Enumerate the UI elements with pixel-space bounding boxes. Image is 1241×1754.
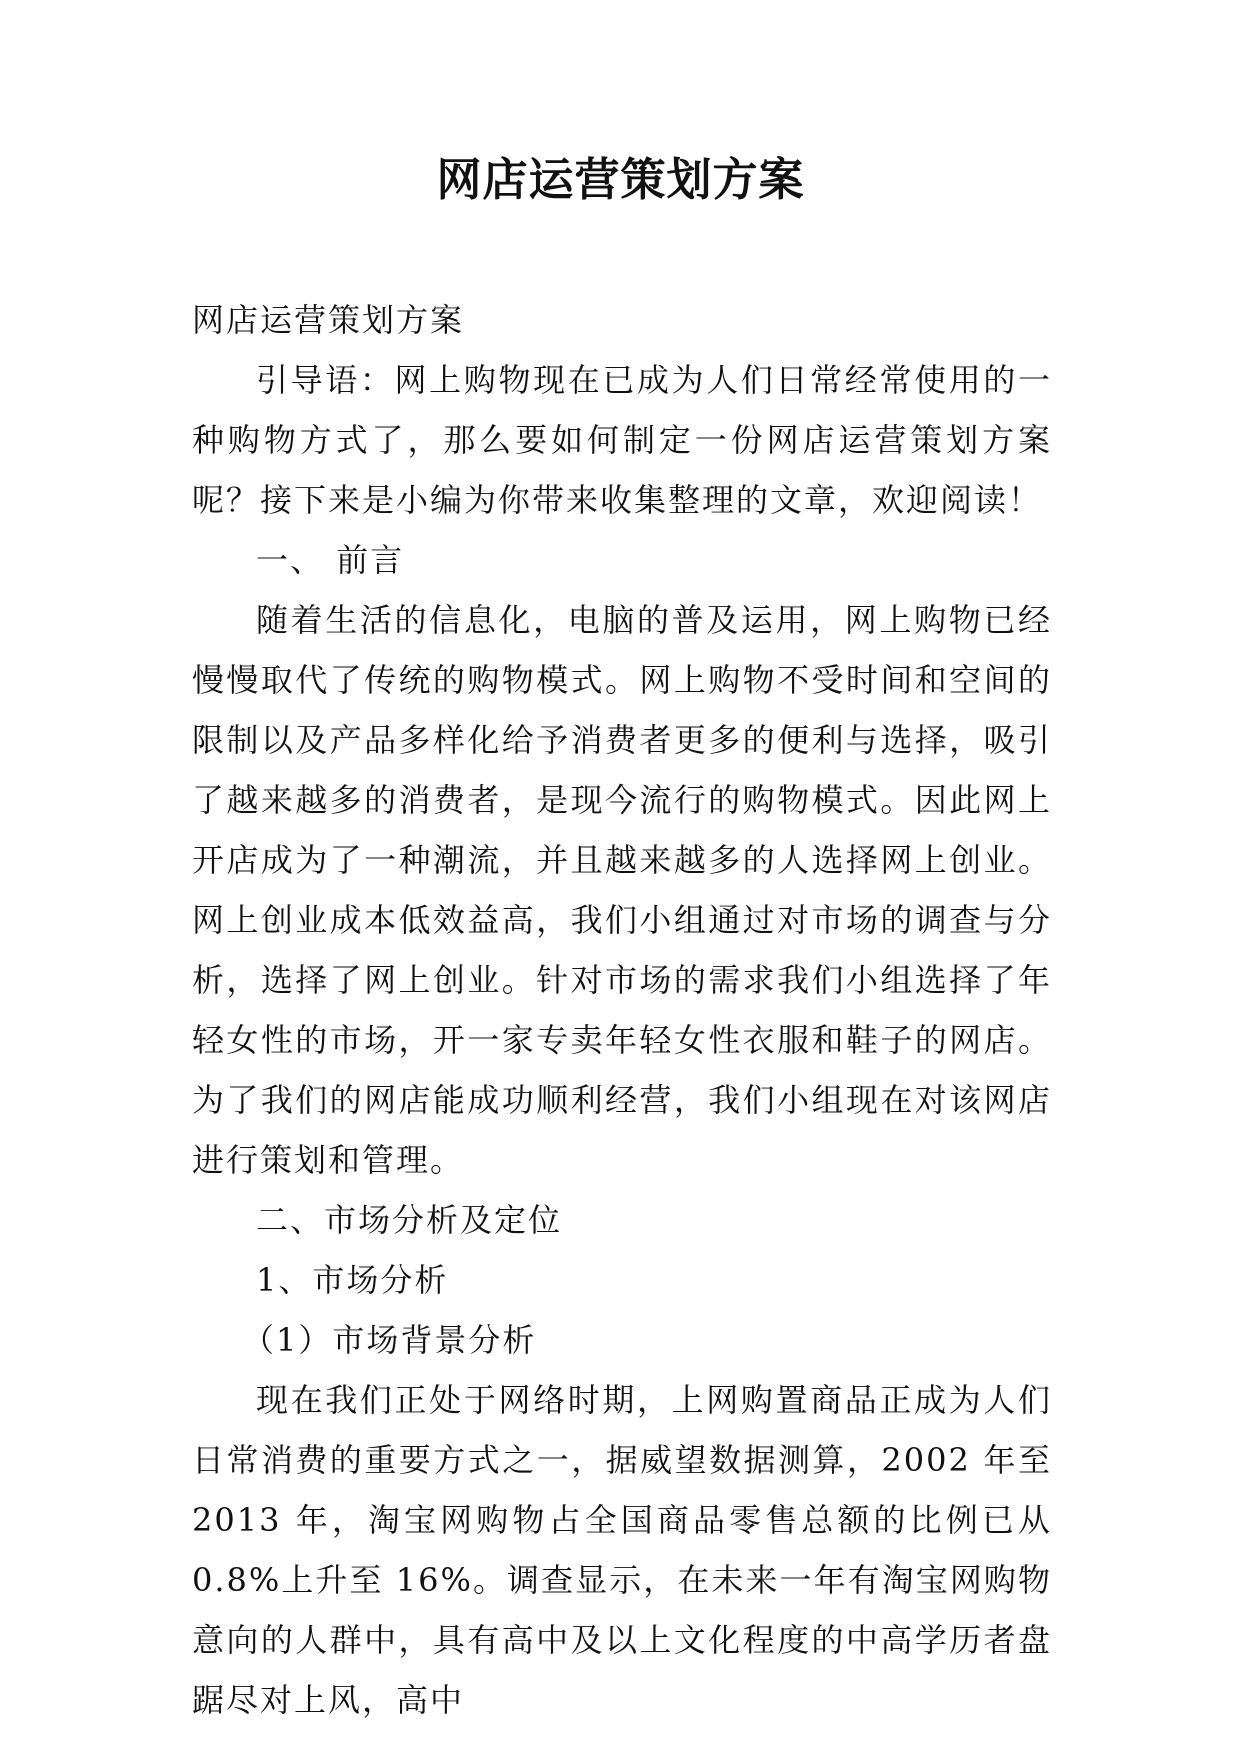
document-body xyxy=(192,290,1052,1730)
document-subtitle: 网店运营策划方案 xyxy=(192,301,465,339)
preface-paragraph: 随着生活的信息化，电脑的普及运用，网上购物已经慢慢取代了传统的购物模式。网上购物不受时间和空间的限制以及产品多样化给予消费者更多的便利与选择，吸引了越来越多的消费者，是现今流行的购物模式。因此网上开店成为了一种潮流，并且越来越多的人选择网上创业。网上创业成本低效益高，我们小组通过对市场的调查与分析，选择了网上创业。针对市场的需求我们小组选择了年轻女性的市场，开一家专卖年轻女性衣服和鞋子的网店。为了我们的网店能成功顺利经营，我们小组现在对该网店进行策划和管理。 xyxy=(192,601,1052,1179)
intro-paragraph: 引导语：网上购物现在已成为人们日常经常使用的一种购物方式了，那么要如何制定一份网店运营策划方案呢？接下来是小编为你带来收集整理的文章，欢迎阅读！ xyxy=(192,361,1052,519)
section-heading-preface: 一、 前言 xyxy=(256,541,405,579)
section-heading-market: 二、市场分析及定位 xyxy=(256,1201,563,1239)
background-paragraph: 现在我们正处于网络时期，上网购置商品正成为人们日常消费的重要方式之一，据威望数据测算，2002 年至 2013 年，淘宝网购物占全国商品零售总额的比例已从 0.8%上升至 16%。调查显示，在未来一年有淘宝网购物意向的人群中，具有高中及以上文化程度的中高学历者盘踞尽对上风，高中 xyxy=(192,1381,1052,1719)
subsection-heading-background: （1）市场背景分析 xyxy=(242,1321,537,1359)
subsection-heading-market-analysis: 1、市场分析 xyxy=(256,1261,449,1299)
document-title: 网店运营策划方案 xyxy=(436,153,805,206)
